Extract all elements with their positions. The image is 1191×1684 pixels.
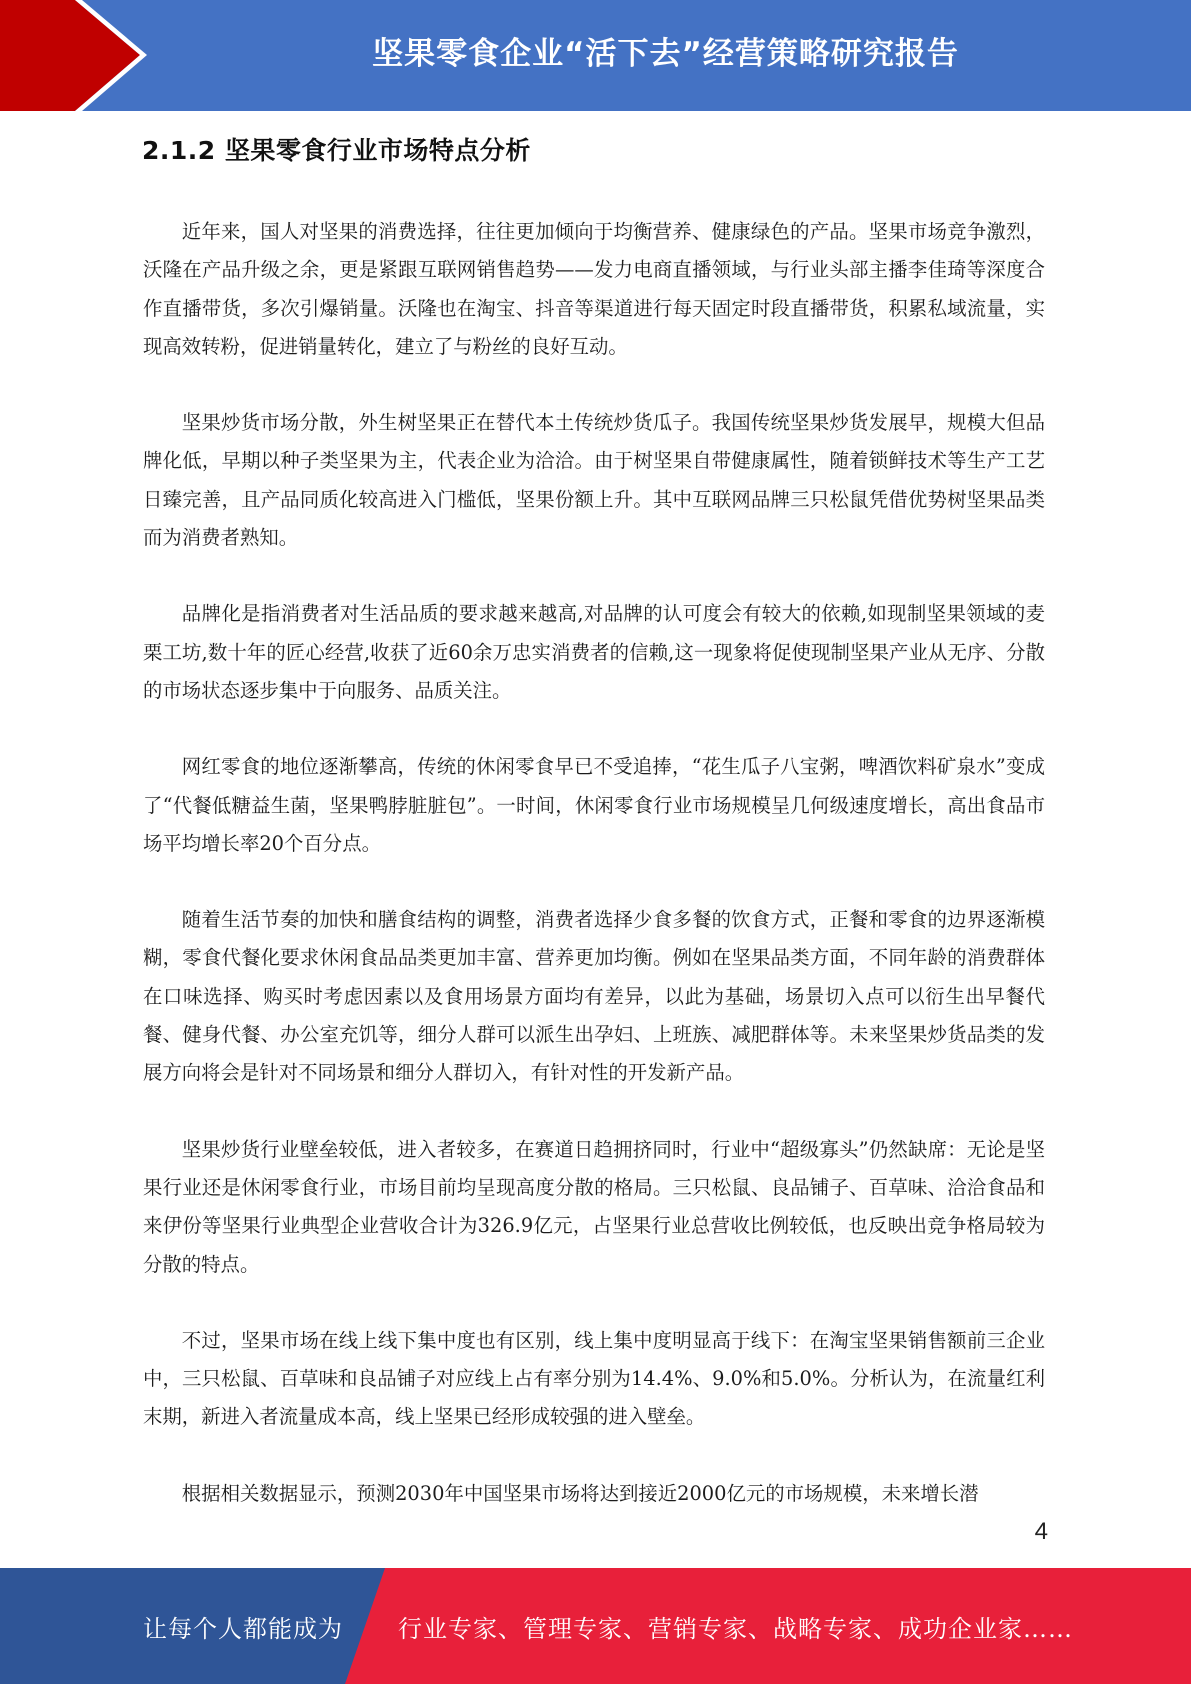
page-footer: [0, 1568, 1191, 1684]
paragraph: 品牌化是指消费者对生活品质的要求越来越高,对品牌的认可度会有较大的依赖,如现制坚果领域的麦栗工坊,数十年的匠心经营,收获了近60余万忠实消费者的信赖,这一现象将促使现制坚果产业从无序、分散的市场状态逐步集中于向服务、品质关注。: [143, 602, 1045, 702]
section-heading: 2.1.2 坚果零食行业市场特点分析: [142, 136, 531, 165]
body-text: [143, 213, 1045, 1513]
paragraph: 坚果炒货行业壁垒较低，进入者较多，在赛道日趋拥挤同时，行业中“超级寡头”仍然缺席：无论是坚果行业还是休闲零食行业，市场目前均呈现高度分散的格局。三只松鼠、良品铺子、百草味、洽洽食品和来伊份等坚果行业典型企业营收合计为326.9亿元，占坚果行业总营收比例较低，也反映出竞争格局较为分散的特点。: [143, 1137, 1045, 1276]
paragraph: 近年来，国人对坚果的消费选择，往往更加倾向于均衡营养、健康绿色的产品。坚果市场竞争激烈，沃隆在产品升级之余，更是紧跟互联网销售趋势——发力电商直播领域，与行业头部主播李佳琦等深度合作直播带货，多次引爆销量。沃隆也在淘宝、抖音等渠道进行每天固定时段直播带货，积累私域流量，实现高效转粉，促进销量转化，建立了与粉丝的良好互动。: [143, 220, 1045, 358]
footer-slogan-left: 让每个人都能成为: [143, 1614, 343, 1643]
page-number: 4: [1034, 1518, 1048, 1545]
footer-slogan-right: 行业专家、管理专家、营销专家、战略专家、成功企业家……: [398, 1614, 1073, 1643]
paragraph: 随着生活节奏的加快和膳食结构的调整，消费者选择少食多餐的饮食方式，正餐和零食的边界逐渐模糊，零食代餐化要求休闲食品品类更加丰富、营养更加均衡。例如在坚果品类方面，不同年龄的消费群体在口味选择、购买时考虑因素以及食用场景方面均有差异，以此为基础，场景切入点可以衍生出早餐代餐、健身代餐、办公室充饥等，细分人群可以派生出孕妇、上班族、减肥群体等。未来坚果炒货品类的发展方向将会是针对不同场景和细分人群切入，有针对性的开发新产品。: [143, 908, 1045, 1085]
paragraph: 根据相关数据显示，预测2030年中国坚果市场将达到接近2000亿元的市场规模，未来增长潜: [181, 1481, 979, 1505]
paragraph: 坚果炒货市场分散，外生树坚果正在替代本土传统炒货瓜子。我国传统坚果炒货发展早，规模大但品牌化低，早期以种子类坚果为主，代表企业为洽洽。由于树坚果自带健康属性，随着锁鲜技术等生产工艺日臻完善，且产品同质化较高进入门槛低，坚果份额上升。其中互联网品牌三只松鼠凭借优势树坚果品类而为消费者熟知。: [143, 411, 1045, 550]
paragraph: 网红零食的地位逐渐攀高，传统的休闲零食早已不受追捧，“花生瓜子八宝粥，啤酒饮料矿泉水”变成了“代餐低糖益生菌，坚果鸭脖脏脏包”。一时间，休闲零食行业市场规模呈几何级速度增长，高出食品市场平均增长率20个百分点。: [143, 755, 1045, 855]
report-title: 坚果零食企业“活下去”经营策略研究报告: [372, 35, 959, 72]
chevron-arrow-icon: [0, 0, 160, 111]
page-header: [0, 0, 1191, 111]
paragraph: 不过，坚果市场在线上线下集中度也有区别，线上集中度明显高于线下：在淘宝坚果销售额前三企业中，三只松鼠、百草味和良品铺子对应线上占有率分别为14.4%、9.0%和5.0%。分析认为，在流量红利末期，新进入者流量成本高，线上坚果已经形成较强的进入壁垒。: [143, 1328, 1045, 1429]
